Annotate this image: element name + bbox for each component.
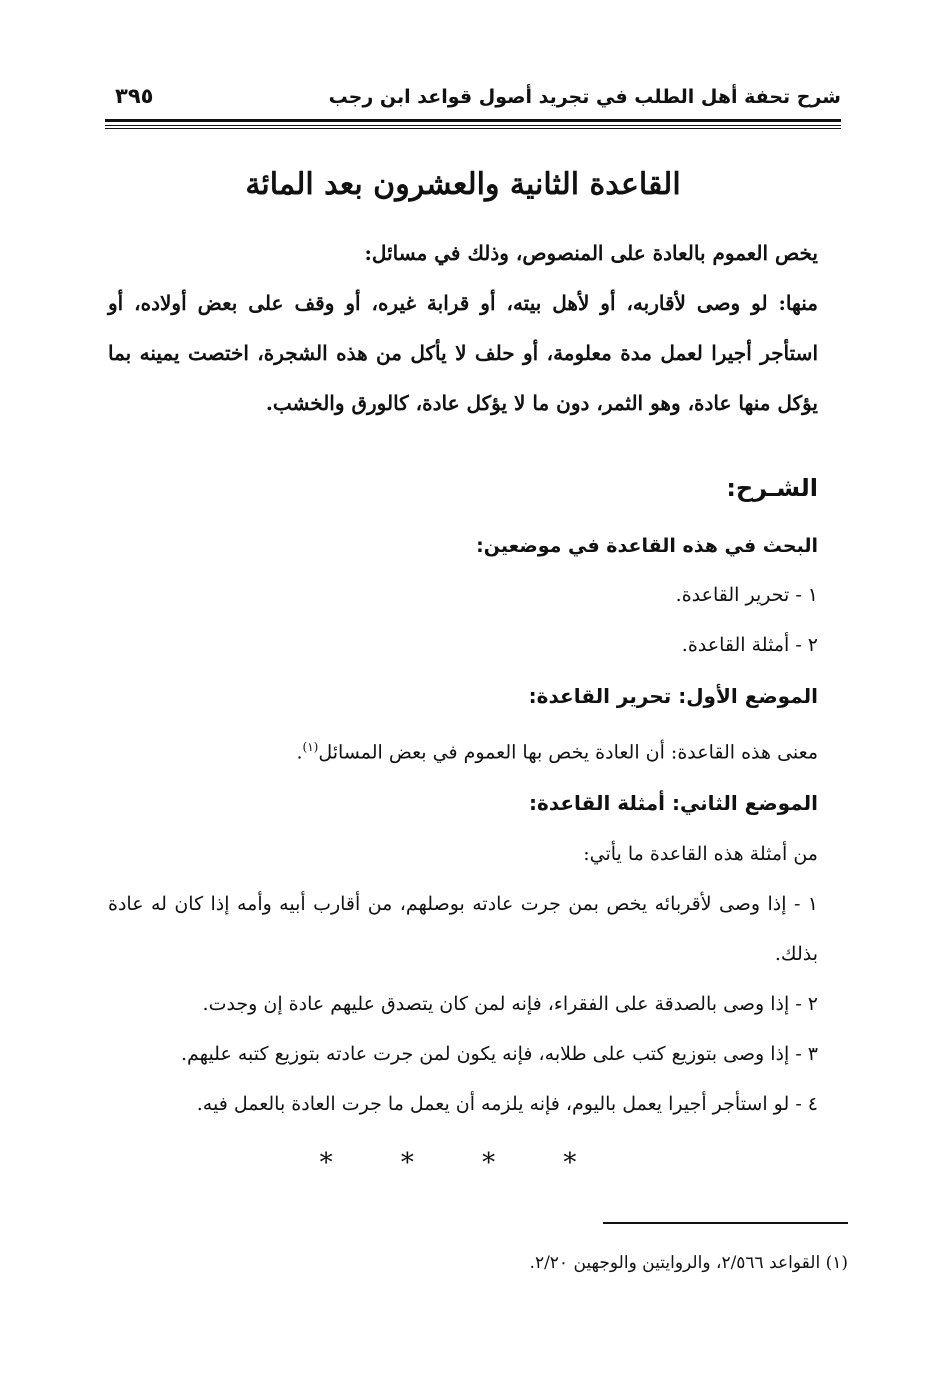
example-item: ٢ - إذا وصى بالصدقة على الفقراء، فإنه لمن كان يتصدق عليهم عادة إن وجدت. [202, 993, 818, 1016]
footnote-reference[interactable]: (١) [302, 740, 319, 754]
header-rule-thin-2 [105, 128, 841, 129]
examples-intro: من أمثلة هذه القاعدة ما يأتي: [583, 843, 818, 866]
section-separator: * * * * [319, 1148, 607, 1179]
first-place-heading: الموضع الأول: تحرير القاعدة: [528, 684, 818, 708]
commentary-intro: البحث في هذه القاعدة في موضعين: [476, 535, 818, 557]
running-title: شرح تحفة أهل الطلب في تجريد أصول قواعد ابن رجب [328, 86, 841, 108]
meaning-line [108, 722, 818, 777]
list-item: ٢ - أمثلة القاعدة. [681, 634, 818, 656]
rule-text [108, 228, 818, 428]
example-item: ٣ - إذا وصى بتوزيع كتب على طلابه، فإنه يكون لمن جرت عادته بتوزيع كتبه عليهم. [181, 1043, 818, 1066]
commentary-heading: الشـرح: [726, 474, 818, 502]
rule-line: يخص العموم بالعادة على المنصوص، وذلك في مسائل: [364, 241, 818, 265]
page-header [105, 80, 841, 116]
main-content [108, 160, 818, 1183]
header-rule-thick [105, 119, 841, 122]
page-number: ٣٩٥ [115, 84, 154, 108]
header-rule-thin [105, 125, 841, 126]
footnote: (١) القواعد ٢/٥٦٦، والروايتين والوجهين ٢/٢٠. [529, 1253, 848, 1273]
list-item: ١ - تحرير القاعدة. [675, 584, 818, 606]
rule-line: منها: لو وصى لأقاربه، أو لأهل بيته، أو قرابة غيره، أو وقف على بعض أولاده، أو استأجر أجيرا لعمل مدة معلومة، أو حلف لا يأكل من هذه الشجرة، اختصت يمينه بما يؤكل منها عادة، وهو الثمر، دون ما لا يؤكل عادة، كالورق والخشب. [108, 291, 818, 415]
example-item: ١ - إذا وصى لأقربائه يخص بمن جرت عادته بوصلهم، من أقارب أبيه وأمه إذا كان له عادة بذلك. [108, 893, 818, 966]
meaning-end: . [296, 741, 303, 764]
second-place-heading: الموضع الثاني: أمثلة القاعدة: [529, 791, 818, 816]
rule-title: القاعدة الثانية والعشرون بعد المائة [245, 167, 681, 202]
meaning-text: معنى هذه القاعدة: أن العادة يخص بها العموم في بعض المسائل [318, 741, 818, 764]
example-item: ٤ - لو استأجر أجيرا يعمل باليوم، فإنه يلزمه أن يعمل ما جرت العادة بالعمل فيه. [196, 1093, 818, 1116]
footnote-rule [603, 1222, 848, 1224]
